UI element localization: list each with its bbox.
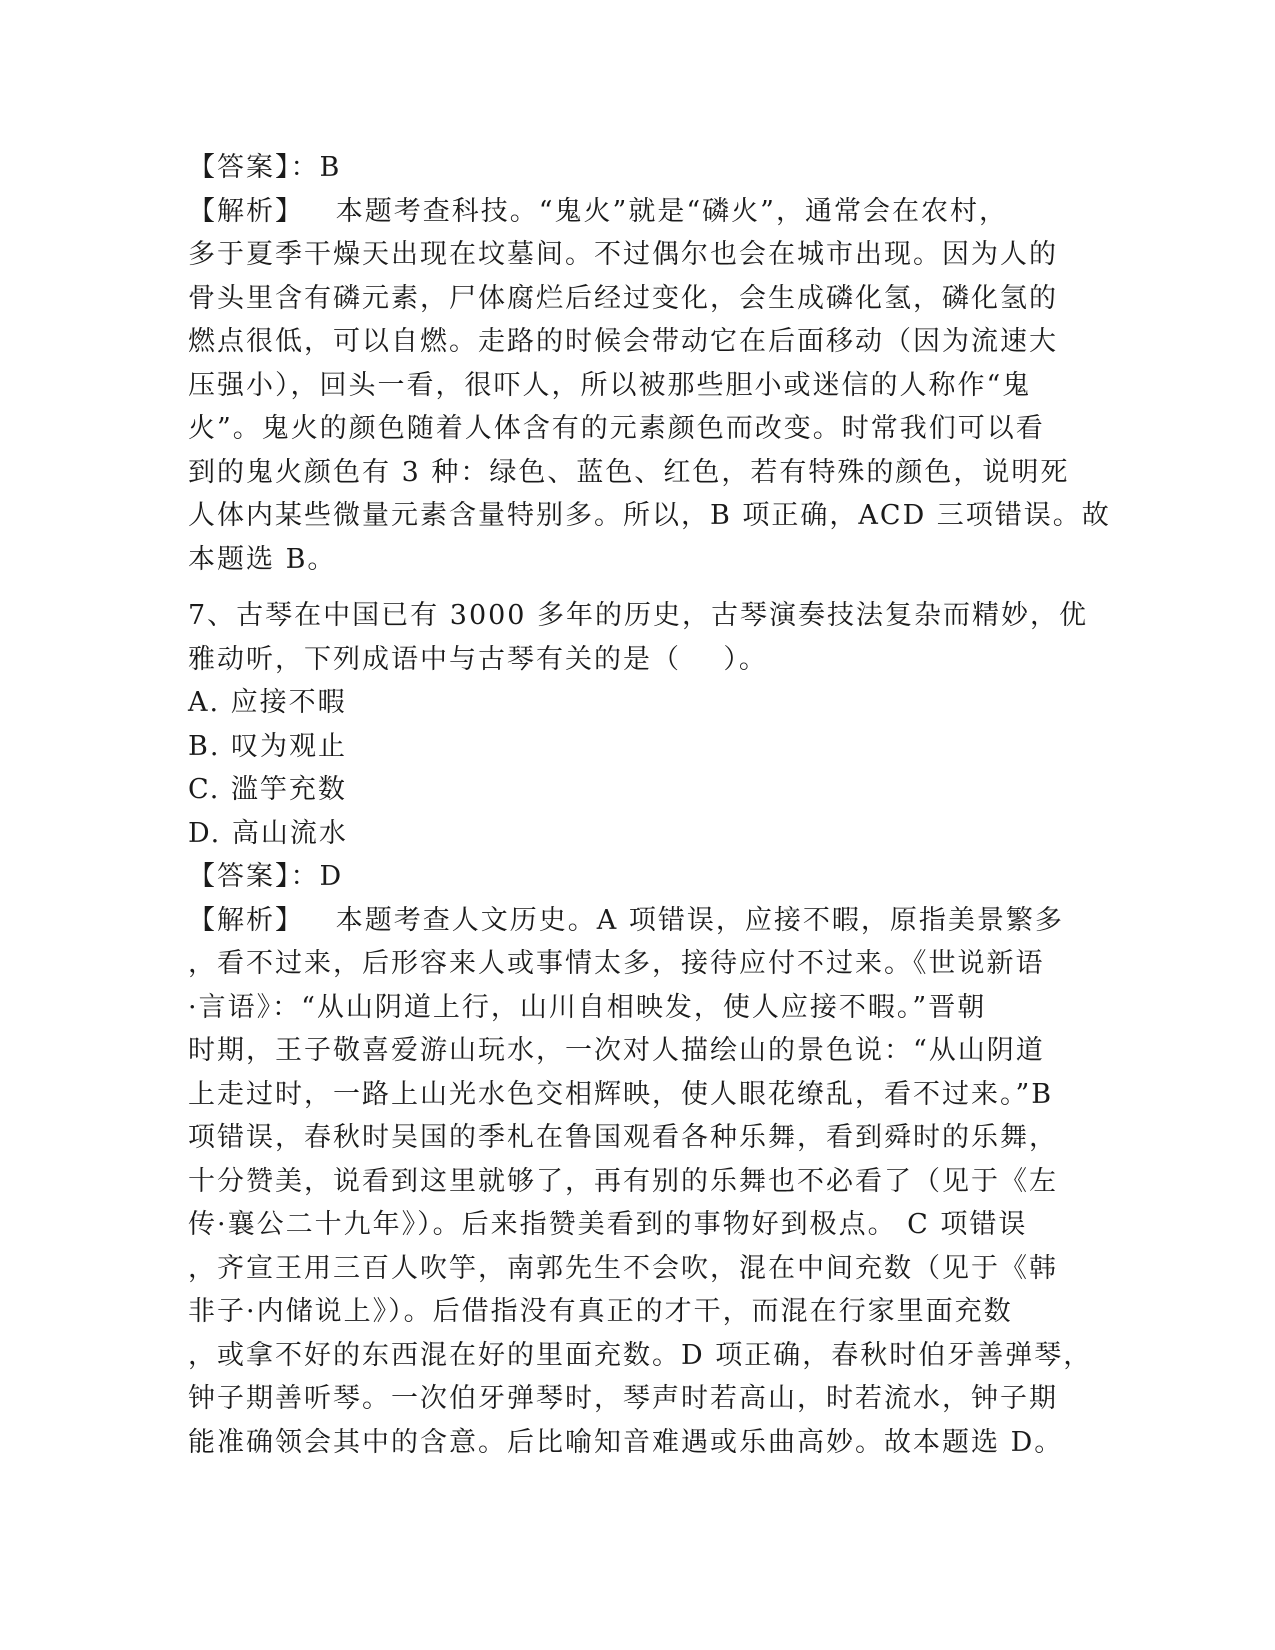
q7-analysis-line: 项错误，春秋时吴国的季札在鲁国观看各种乐舞，看到舜时的乐舞， (188, 1122, 1058, 1153)
q7-analysis-line: 非子·内储说上》）。后借指没有真正的才干，而混在行家里面充数 (188, 1296, 1013, 1327)
q7-analysis-line: 上走过时，一路上山光水色交相辉映，使人眼花缭乱，看不过来。”B (188, 1078, 1054, 1110)
q7-analysis-line: 能准确领会其中的含意。后比喻知音难遇或乐曲高妙。故本题选 D。 (188, 1426, 1064, 1458)
q6-analysis-line: 人体内某些微量元素含量特别多。所以，B 项正确，ACD 三项错误。故 (188, 500, 1111, 531)
q7-analysis-line: ·言语》：“从山阴道上行，山川自相映发，使人应接不暇。”晋朝 (188, 991, 987, 1023)
q7-analysis-line: 【解析】 本题考查人文历史。A 项错误，应接不暇，原指美景繁多 (188, 904, 1064, 936)
q6-analysis-line: 多于夏季干燥天出现在坟墓间。不过偶尔也会在城市出现。因为人的 (188, 239, 1058, 270)
q7-analysis-line: ，看不过来，后形容来人或事情太多，接待应付不过来。《世说新语 (188, 948, 1045, 979)
q7-option-b: B. 叹为观止 (188, 730, 348, 762)
q7-analysis-line: 钟子期善听琴。一次伯牙弹琴时，琴声时若高山，时若流水，钟子期 (188, 1383, 1058, 1414)
q7-analysis-line: 时期，王子敬喜爱游山玩水，一次对人描绘山的景色说：“从山阴道 (188, 1035, 1045, 1066)
q6-analysis-line: 火”。鬼火的颜色随着人体含有的元素颜色而改变。时常我们可以看 (188, 413, 1045, 444)
q7-analysis-line: ，或拿不好的东西混在好的里面充数。D 项正确，春秋时伯牙善弹琴， (188, 1339, 1093, 1371)
q6-analysis-line: 燃点很低，可以自燃。走路的时候会带动它在后面移动（因为流速大 (188, 326, 1058, 357)
q7-question-line: 雅动听，下列成语中与古琴有关的是（ ）。 (188, 643, 768, 675)
q6-analysis-line: 骨头里含有磷元素，尸体腐烂后经过变化，会生成磷化氢，磷化氢的 (188, 282, 1058, 314)
q6-answer: 【答案】：B (188, 152, 342, 183)
q6-analysis-line: 本题选 B。 (188, 543, 337, 575)
q6-analysis-line: 压强小），回头一看，很吓人，所以被那些胆小或迷信的人称作“鬼 (188, 369, 1032, 401)
q7-question-line: 7、古琴在中国已有 3000 多年的历史，古琴演奏技法复杂而精妙，优 (188, 600, 1089, 631)
q6-analysis-line: 【解析】 本题考查科技。“鬼火”就是“磷火”，通常会在农村， (188, 195, 1008, 227)
q7-analysis-line: 十分赞美，说看到这里就够了，再有别的乐舞也不必看了（见于《左 (188, 1165, 1058, 1197)
q7-option-a: A. 应接不暇 (188, 687, 347, 718)
question-6-block (188, 146, 1111, 581)
q7-analysis-line: ，齐宣王用三百人吹竽，南郭先生不会吹，混在中间充数（见于《韩 (188, 1252, 1058, 1284)
q6-analysis-line: 到的鬼火颜色有 3 种：绿色、蓝色、红色，若有特殊的颜色，说明死 (188, 456, 1070, 488)
q7-answer: 【答案】：D (188, 861, 344, 892)
question-7-block (188, 594, 1093, 1464)
document-page (188, 146, 1111, 1464)
q7-option-d: D. 高山流水 (188, 817, 348, 849)
q7-analysis-line: 传·襄公二十九年》）。后来指赞美看到的事物好到极点。 C 项错误 (188, 1209, 1028, 1240)
q7-option-c: C. 滥竽充数 (188, 774, 347, 805)
paragraph-gap (188, 581, 1068, 594)
